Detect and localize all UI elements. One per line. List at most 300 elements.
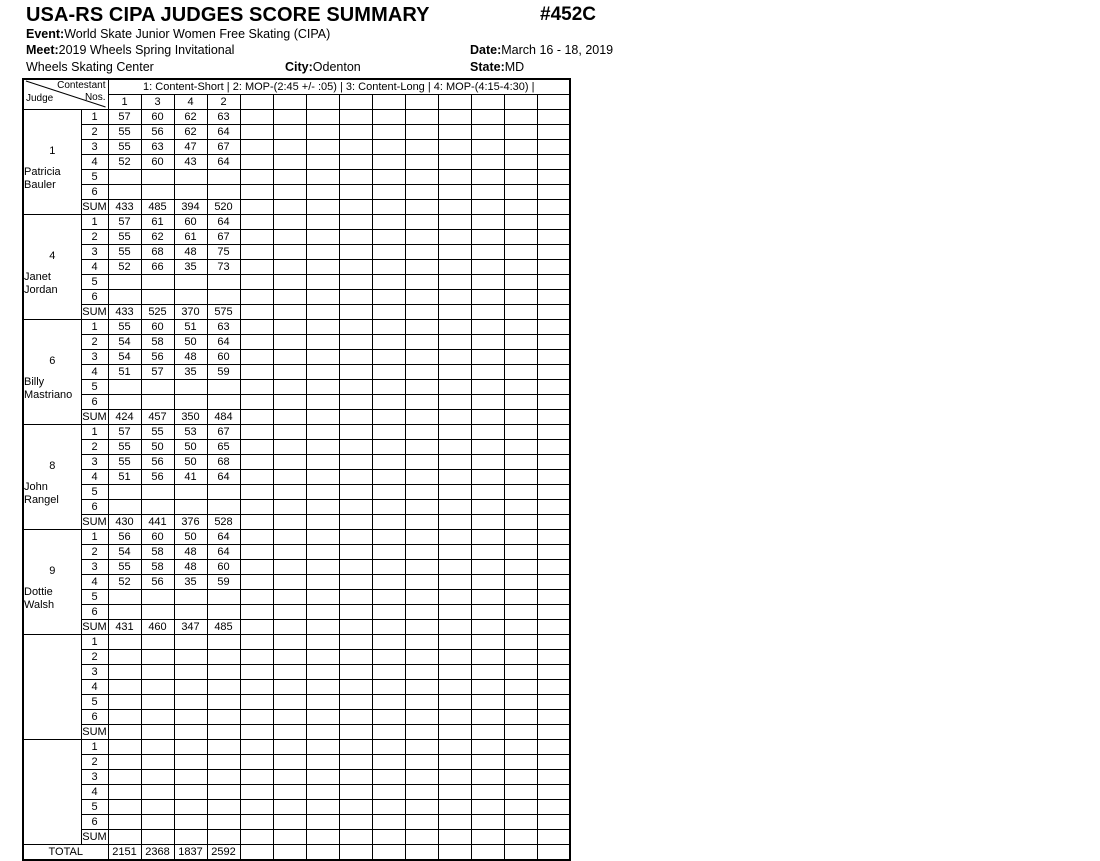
score-cell[interactable]: 51 [108, 365, 141, 380]
score-cell[interactable] [240, 785, 273, 800]
score-cell[interactable] [372, 500, 405, 515]
score-cell[interactable] [108, 770, 141, 785]
score-cell[interactable] [405, 755, 438, 770]
score-cell[interactable] [438, 155, 471, 170]
score-cell[interactable] [537, 155, 570, 170]
score-cell[interactable] [537, 665, 570, 680]
score-cell[interactable] [207, 740, 240, 755]
score-cell[interactable] [141, 695, 174, 710]
score-cell[interactable]: 60 [141, 320, 174, 335]
score-cell[interactable] [339, 530, 372, 545]
score-cell[interactable] [240, 800, 273, 815]
score-cell[interactable] [339, 710, 372, 725]
score-cell[interactable] [339, 170, 372, 185]
score-cell[interactable] [339, 740, 372, 755]
score-cell[interactable] [504, 230, 537, 245]
score-cell[interactable] [240, 170, 273, 185]
score-cell[interactable] [273, 380, 306, 395]
score-cell[interactable] [141, 635, 174, 650]
contestant-number-header[interactable] [537, 95, 570, 110]
score-cell[interactable] [339, 260, 372, 275]
score-cell[interactable] [339, 635, 372, 650]
score-cell[interactable] [537, 335, 570, 350]
score-cell[interactable] [405, 740, 438, 755]
score-cell[interactable]: 62 [174, 110, 207, 125]
score-cell[interactable]: 55 [108, 455, 141, 470]
score-cell[interactable] [372, 380, 405, 395]
score-cell[interactable] [273, 170, 306, 185]
score-cell[interactable] [471, 395, 504, 410]
contestant-number-header[interactable] [240, 95, 273, 110]
score-cell[interactable] [504, 140, 537, 155]
score-cell[interactable] [273, 365, 306, 380]
score-cell[interactable] [273, 500, 306, 515]
score-cell[interactable] [537, 230, 570, 245]
judge-identity-cell[interactable] [23, 425, 81, 530]
score-cell[interactable] [174, 755, 207, 770]
score-cell[interactable] [438, 350, 471, 365]
score-cell[interactable] [405, 140, 438, 155]
score-cell[interactable] [207, 710, 240, 725]
score-cell[interactable] [405, 110, 438, 125]
score-cell[interactable] [405, 800, 438, 815]
score-cell[interactable] [141, 170, 174, 185]
score-cell[interactable] [240, 380, 273, 395]
score-cell[interactable] [537, 140, 570, 155]
score-cell[interactable] [108, 800, 141, 815]
score-cell[interactable] [306, 680, 339, 695]
score-cell[interactable] [207, 635, 240, 650]
score-cell[interactable] [108, 185, 141, 200]
score-cell[interactable] [537, 680, 570, 695]
score-cell[interactable] [306, 710, 339, 725]
score-cell[interactable] [273, 185, 306, 200]
score-cell[interactable] [306, 290, 339, 305]
score-cell[interactable] [504, 440, 537, 455]
score-cell[interactable] [504, 245, 537, 260]
score-cell[interactable] [405, 545, 438, 560]
score-cell[interactable] [438, 470, 471, 485]
score-cell[interactable] [339, 785, 372, 800]
score-cell[interactable] [471, 680, 504, 695]
score-cell[interactable] [471, 245, 504, 260]
score-cell[interactable] [141, 815, 174, 830]
score-cell[interactable] [273, 575, 306, 590]
score-cell[interactable] [141, 665, 174, 680]
score-cell[interactable] [108, 605, 141, 620]
score-cell[interactable] [537, 800, 570, 815]
score-cell[interactable] [504, 560, 537, 575]
score-cell[interactable] [306, 350, 339, 365]
score-cell[interactable] [438, 395, 471, 410]
score-cell[interactable] [207, 800, 240, 815]
score-cell[interactable] [372, 260, 405, 275]
score-cell[interactable] [306, 380, 339, 395]
score-cell[interactable] [471, 380, 504, 395]
score-cell[interactable] [504, 800, 537, 815]
score-cell[interactable] [471, 530, 504, 545]
score-cell[interactable] [141, 185, 174, 200]
score-cell[interactable] [306, 635, 339, 650]
score-cell[interactable] [339, 680, 372, 695]
score-cell[interactable] [405, 590, 438, 605]
score-cell[interactable] [504, 425, 537, 440]
score-cell[interactable] [504, 275, 537, 290]
score-cell[interactable] [405, 575, 438, 590]
score-cell[interactable] [372, 425, 405, 440]
score-cell[interactable]: 67 [207, 140, 240, 155]
score-cell[interactable]: 64 [207, 470, 240, 485]
judge-identity-cell[interactable] [23, 110, 81, 215]
score-cell[interactable] [471, 170, 504, 185]
score-cell[interactable] [306, 665, 339, 680]
score-cell[interactable] [273, 155, 306, 170]
score-cell[interactable]: 55 [141, 425, 174, 440]
score-cell[interactable] [438, 110, 471, 125]
score-cell[interactable] [306, 590, 339, 605]
score-cell[interactable] [405, 650, 438, 665]
score-cell[interactable] [537, 500, 570, 515]
score-cell[interactable] [372, 395, 405, 410]
score-cell[interactable]: 60 [141, 155, 174, 170]
score-cell[interactable] [504, 695, 537, 710]
score-cell[interactable] [108, 590, 141, 605]
score-cell[interactable] [372, 710, 405, 725]
score-cell[interactable] [405, 215, 438, 230]
score-cell[interactable] [306, 440, 339, 455]
score-cell[interactable] [372, 350, 405, 365]
score-cell[interactable] [537, 470, 570, 485]
score-cell[interactable]: 61 [174, 230, 207, 245]
score-cell[interactable] [273, 800, 306, 815]
score-cell[interactable] [438, 770, 471, 785]
score-cell[interactable] [174, 500, 207, 515]
score-cell[interactable] [372, 800, 405, 815]
score-cell[interactable] [207, 815, 240, 830]
score-cell[interactable] [306, 575, 339, 590]
score-cell[interactable]: 56 [141, 575, 174, 590]
score-cell[interactable]: 55 [108, 125, 141, 140]
score-cell[interactable] [471, 815, 504, 830]
score-cell[interactable] [405, 785, 438, 800]
score-cell[interactable] [537, 575, 570, 590]
score-cell[interactable] [306, 125, 339, 140]
score-cell[interactable] [108, 740, 141, 755]
score-cell[interactable] [306, 740, 339, 755]
score-cell[interactable] [471, 455, 504, 470]
score-cell[interactable] [471, 365, 504, 380]
score-cell[interactable] [273, 695, 306, 710]
score-cell[interactable] [207, 395, 240, 410]
score-cell[interactable] [306, 275, 339, 290]
score-cell[interactable] [438, 380, 471, 395]
score-cell[interactable] [339, 365, 372, 380]
score-cell[interactable]: 43 [174, 155, 207, 170]
judge-identity-cell[interactable] [23, 320, 81, 425]
score-cell[interactable] [405, 665, 438, 680]
score-cell[interactable] [471, 695, 504, 710]
score-cell[interactable] [207, 680, 240, 695]
score-cell[interactable] [174, 485, 207, 500]
score-cell[interactable] [372, 185, 405, 200]
score-cell[interactable] [537, 185, 570, 200]
score-cell[interactable] [438, 320, 471, 335]
score-cell[interactable] [438, 500, 471, 515]
score-cell[interactable]: 56 [141, 350, 174, 365]
score-cell[interactable] [108, 785, 141, 800]
score-cell[interactable] [240, 560, 273, 575]
score-cell[interactable] [471, 800, 504, 815]
score-cell[interactable]: 62 [174, 125, 207, 140]
score-cell[interactable]: 56 [141, 455, 174, 470]
score-cell[interactable] [108, 710, 141, 725]
score-cell[interactable] [240, 530, 273, 545]
score-cell[interactable]: 52 [108, 260, 141, 275]
score-cell[interactable]: 35 [174, 365, 207, 380]
score-cell[interactable] [108, 695, 141, 710]
score-cell[interactable]: 55 [108, 230, 141, 245]
score-cell[interactable] [471, 440, 504, 455]
score-cell[interactable] [471, 560, 504, 575]
score-cell[interactable] [405, 170, 438, 185]
score-cell[interactable] [471, 785, 504, 800]
score-cell[interactable] [273, 665, 306, 680]
contestant-number-header[interactable] [471, 95, 504, 110]
score-cell[interactable]: 63 [207, 110, 240, 125]
score-cell[interactable] [339, 125, 372, 140]
score-cell[interactable]: 55 [108, 560, 141, 575]
score-cell[interactable] [405, 500, 438, 515]
score-cell[interactable] [471, 665, 504, 680]
score-cell[interactable] [537, 590, 570, 605]
score-cell[interactable] [438, 605, 471, 620]
score-cell[interactable] [273, 230, 306, 245]
score-cell[interactable] [372, 755, 405, 770]
score-cell[interactable] [207, 500, 240, 515]
contestant-number-header[interactable] [306, 95, 339, 110]
score-cell[interactable] [207, 695, 240, 710]
score-cell[interactable] [339, 755, 372, 770]
score-cell[interactable] [537, 560, 570, 575]
score-cell[interactable] [372, 785, 405, 800]
score-cell[interactable] [207, 170, 240, 185]
score-cell[interactable] [174, 290, 207, 305]
score-cell[interactable] [438, 455, 471, 470]
score-cell[interactable] [339, 290, 372, 305]
score-cell[interactable] [306, 335, 339, 350]
score-cell[interactable] [471, 350, 504, 365]
score-cell[interactable]: 52 [108, 575, 141, 590]
score-cell[interactable] [339, 485, 372, 500]
score-cell[interactable] [372, 605, 405, 620]
score-cell[interactable] [207, 290, 240, 305]
score-cell[interactable] [405, 245, 438, 260]
score-cell[interactable] [174, 380, 207, 395]
score-cell[interactable] [339, 545, 372, 560]
score-cell[interactable] [339, 455, 372, 470]
score-cell[interactable]: 58 [141, 560, 174, 575]
score-cell[interactable] [438, 230, 471, 245]
score-cell[interactable] [372, 140, 405, 155]
score-cell[interactable]: 68 [141, 245, 174, 260]
score-cell[interactable] [438, 815, 471, 830]
score-cell[interactable] [339, 155, 372, 170]
score-cell[interactable] [141, 755, 174, 770]
score-cell[interactable]: 55 [108, 245, 141, 260]
score-cell[interactable] [273, 605, 306, 620]
score-cell[interactable] [372, 695, 405, 710]
score-cell[interactable] [471, 605, 504, 620]
score-cell[interactable] [471, 470, 504, 485]
score-cell[interactable] [240, 815, 273, 830]
score-cell[interactable] [537, 125, 570, 140]
score-cell[interactable] [537, 350, 570, 365]
score-cell[interactable] [108, 635, 141, 650]
score-cell[interactable] [240, 395, 273, 410]
score-cell[interactable] [273, 755, 306, 770]
score-cell[interactable]: 48 [174, 245, 207, 260]
score-cell[interactable] [471, 500, 504, 515]
score-cell[interactable] [108, 170, 141, 185]
score-cell[interactable] [504, 350, 537, 365]
score-cell[interactable] [339, 245, 372, 260]
score-cell[interactable] [273, 635, 306, 650]
score-cell[interactable]: 55 [108, 440, 141, 455]
score-cell[interactable] [141, 500, 174, 515]
score-cell[interactable] [306, 215, 339, 230]
score-cell[interactable] [504, 755, 537, 770]
score-cell[interactable] [372, 815, 405, 830]
score-cell[interactable] [240, 110, 273, 125]
score-cell[interactable] [240, 455, 273, 470]
score-cell[interactable] [438, 530, 471, 545]
score-cell[interactable] [141, 680, 174, 695]
score-cell[interactable] [207, 650, 240, 665]
score-cell[interactable]: 57 [108, 215, 141, 230]
score-cell[interactable] [273, 530, 306, 545]
score-cell[interactable] [306, 545, 339, 560]
score-cell[interactable] [306, 245, 339, 260]
score-cell[interactable] [141, 275, 174, 290]
score-cell[interactable] [273, 545, 306, 560]
score-cell[interactable] [504, 320, 537, 335]
score-cell[interactable]: 58 [141, 335, 174, 350]
score-cell[interactable] [372, 320, 405, 335]
score-cell[interactable] [438, 170, 471, 185]
score-cell[interactable] [240, 425, 273, 440]
score-cell[interactable] [405, 380, 438, 395]
score-cell[interactable]: 56 [108, 530, 141, 545]
score-cell[interactable] [174, 740, 207, 755]
score-cell[interactable] [471, 425, 504, 440]
score-cell[interactable] [141, 740, 174, 755]
score-cell[interactable] [240, 335, 273, 350]
score-cell[interactable] [207, 770, 240, 785]
score-cell[interactable]: 41 [174, 470, 207, 485]
score-cell[interactable] [405, 125, 438, 140]
score-cell[interactable] [504, 770, 537, 785]
score-cell[interactable] [273, 560, 306, 575]
score-cell[interactable] [405, 365, 438, 380]
score-cell[interactable] [240, 440, 273, 455]
score-cell[interactable] [372, 635, 405, 650]
score-cell[interactable] [240, 260, 273, 275]
score-cell[interactable]: 51 [174, 320, 207, 335]
score-cell[interactable] [141, 395, 174, 410]
contestant-number-header[interactable] [438, 95, 471, 110]
score-cell[interactable] [306, 815, 339, 830]
contestant-number-header[interactable] [372, 95, 405, 110]
judge-identity-cell[interactable] [23, 530, 81, 635]
score-cell[interactable]: 56 [141, 470, 174, 485]
score-cell[interactable]: 67 [207, 425, 240, 440]
score-cell[interactable] [306, 110, 339, 125]
score-cell[interactable] [537, 530, 570, 545]
score-cell[interactable] [405, 530, 438, 545]
score-cell[interactable]: 48 [174, 560, 207, 575]
score-cell[interactable] [240, 125, 273, 140]
score-cell[interactable] [141, 485, 174, 500]
score-cell[interactable] [438, 800, 471, 815]
score-cell[interactable] [339, 695, 372, 710]
score-cell[interactable] [240, 485, 273, 500]
score-cell[interactable] [537, 365, 570, 380]
contestant-number-header[interactable] [504, 95, 537, 110]
score-cell[interactable] [207, 665, 240, 680]
score-cell[interactable]: 64 [207, 125, 240, 140]
score-cell[interactable] [339, 425, 372, 440]
score-cell[interactable] [339, 320, 372, 335]
score-cell[interactable] [438, 740, 471, 755]
score-cell[interactable] [240, 740, 273, 755]
score-cell[interactable]: 58 [141, 545, 174, 560]
score-cell[interactable] [108, 485, 141, 500]
score-cell[interactable] [207, 590, 240, 605]
score-cell[interactable] [504, 650, 537, 665]
score-cell[interactable] [504, 575, 537, 590]
score-cell[interactable] [372, 530, 405, 545]
score-cell[interactable] [141, 770, 174, 785]
score-cell[interactable] [405, 275, 438, 290]
score-cell[interactable] [240, 185, 273, 200]
score-cell[interactable] [207, 755, 240, 770]
score-cell[interactable] [306, 500, 339, 515]
score-cell[interactable] [405, 770, 438, 785]
score-cell[interactable] [174, 170, 207, 185]
score-cell[interactable] [306, 395, 339, 410]
score-cell[interactable] [240, 470, 273, 485]
score-cell[interactable] [405, 155, 438, 170]
score-cell[interactable] [273, 110, 306, 125]
score-cell[interactable] [108, 680, 141, 695]
score-cell[interactable] [273, 290, 306, 305]
score-cell[interactable] [438, 590, 471, 605]
score-cell[interactable] [240, 695, 273, 710]
score-cell[interactable] [504, 545, 537, 560]
score-cell[interactable] [273, 320, 306, 335]
score-cell[interactable] [273, 245, 306, 260]
score-cell[interactable] [405, 230, 438, 245]
score-cell[interactable] [108, 500, 141, 515]
score-cell[interactable] [339, 440, 372, 455]
score-cell[interactable] [339, 650, 372, 665]
score-cell[interactable] [339, 590, 372, 605]
score-cell[interactable] [306, 605, 339, 620]
score-cell[interactable] [405, 440, 438, 455]
score-cell[interactable] [504, 680, 537, 695]
score-cell[interactable]: 57 [108, 425, 141, 440]
score-cell[interactable] [207, 380, 240, 395]
